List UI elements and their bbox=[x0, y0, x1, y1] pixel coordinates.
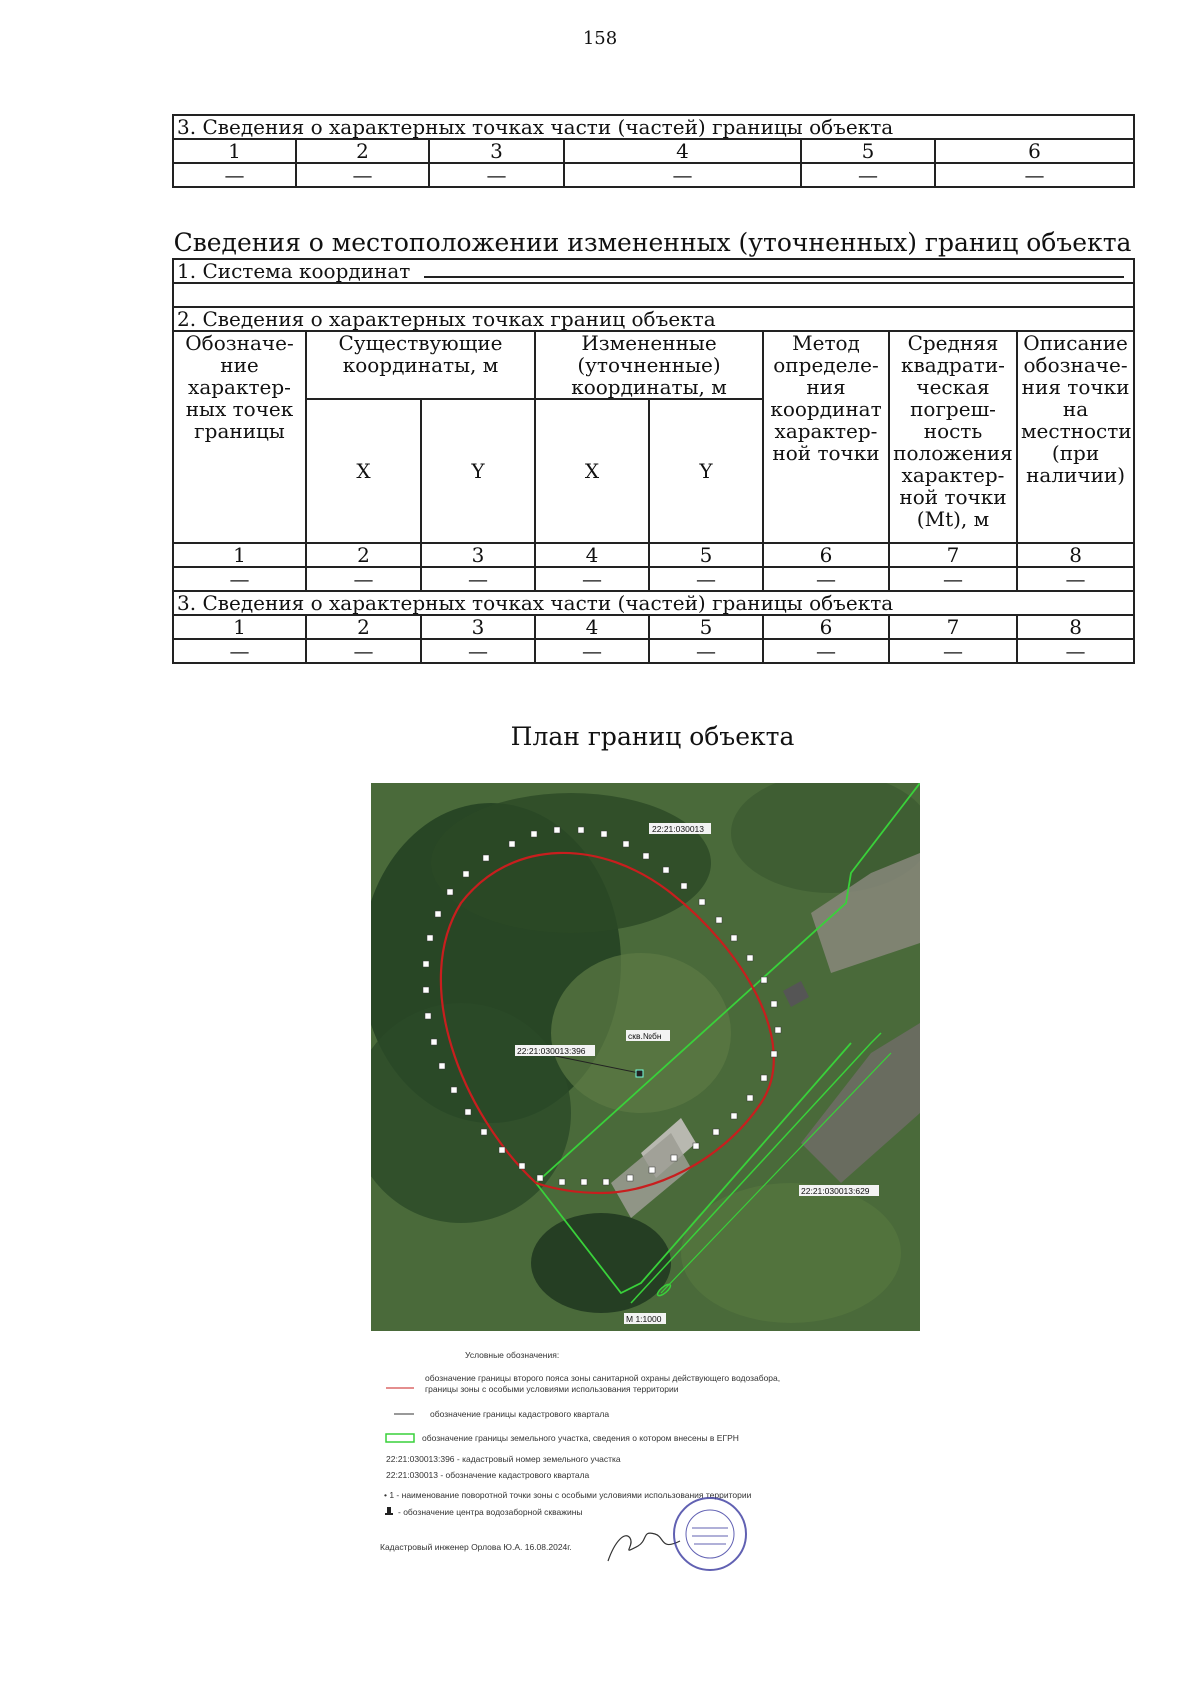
cell-dash: — bbox=[763, 567, 889, 591]
map-label-quarter bbox=[649, 823, 711, 834]
parcel-right-label-text: 22:21:030013:629 bbox=[801, 1186, 870, 1196]
plan-heading: План границ объекта bbox=[510, 722, 795, 751]
coord-system-row bbox=[173, 259, 1134, 283]
cell-dash: — bbox=[889, 567, 1017, 591]
legend-item-4: 22:21:030013:396 - кадастровый номер земельного участка bbox=[386, 1454, 621, 1464]
col-number: 6 bbox=[763, 615, 889, 639]
col-number: 6 bbox=[763, 543, 889, 567]
cell-dash: — bbox=[429, 163, 564, 187]
col-number: 1 bbox=[173, 615, 306, 639]
forest-area bbox=[531, 1213, 671, 1313]
cell-dash: — bbox=[889, 639, 1017, 663]
header-x-existing: X bbox=[306, 399, 421, 543]
coord-system-value bbox=[173, 283, 1134, 307]
legend-item-1-text-cont: границы зоны с особыми условиями использования территории bbox=[425, 1384, 679, 1394]
cell-dash: — bbox=[535, 639, 649, 663]
cell-dash: — bbox=[421, 639, 535, 663]
location-heading: Сведения о местоположении измененных (уточненных) границ объекта bbox=[173, 228, 1132, 257]
cell-dash: — bbox=[173, 567, 306, 591]
section2-title: 2. Сведения о характерных точках границ объекта bbox=[173, 307, 1134, 331]
legend-item-2: обозначение границы кадастрового квартала bbox=[430, 1409, 610, 1419]
col-number: 2 bbox=[296, 139, 429, 163]
quarter-label-text: 22:21:030013 bbox=[652, 824, 704, 834]
cell-dash: — bbox=[935, 163, 1134, 187]
legend-title: Условные обозначения: bbox=[465, 1350, 560, 1360]
legend-item-3: обозначение границы земельного участка, сведения о котором внесены в ЕГРН bbox=[422, 1433, 739, 1443]
cell-dash: — bbox=[306, 639, 421, 663]
legend-green-box-icon bbox=[386, 1434, 414, 1442]
signature-mark bbox=[608, 1533, 680, 1561]
col-number: 2 bbox=[306, 615, 421, 639]
well-label-text: скв.№бн bbox=[628, 1031, 662, 1041]
cell-dash: — bbox=[421, 567, 535, 591]
section3-title: 3. Сведения о характерных точках части (частей) границы объекта bbox=[173, 591, 1134, 615]
header-designation: Обозначе-ние характер-ных точек границы bbox=[173, 331, 306, 543]
col-number: 8 bbox=[1017, 543, 1134, 567]
col-number: 4 bbox=[535, 615, 649, 639]
page-number: 158 bbox=[582, 28, 618, 49]
map-label-well bbox=[626, 1030, 670, 1041]
coord-system-label: 1. Система координат bbox=[177, 259, 411, 283]
map-label-parcel-right bbox=[799, 1185, 879, 1196]
header-existing-coords: Существующие координаты, м bbox=[306, 331, 535, 399]
col-number: 7 bbox=[889, 615, 1017, 639]
cell-dash: — bbox=[296, 163, 429, 187]
cell-dash: — bbox=[763, 639, 889, 663]
section-title: 3. Сведения о характерных точках части (частей) границы объекта bbox=[173, 115, 1134, 139]
cell-dash: — bbox=[1017, 639, 1134, 663]
boundary-plan-map bbox=[371, 783, 920, 1331]
cell-dash: — bbox=[649, 567, 763, 591]
cell-dash: — bbox=[649, 639, 763, 663]
cell-dash: — bbox=[564, 163, 801, 187]
coord-system-line bbox=[424, 266, 1124, 278]
field-area bbox=[681, 1183, 901, 1323]
legend-item-1-text: обозначение границы второго пояса зоны санитарной охраны действующего водозабора, bbox=[425, 1373, 781, 1383]
col-number: 8 bbox=[1017, 615, 1134, 639]
header-mse: Средняя квадрати-ческая погреш-ность положения характер-ной точки (Mt), м bbox=[889, 331, 1017, 543]
col-number: 3 bbox=[421, 615, 535, 639]
cell-dash: — bbox=[801, 163, 935, 187]
table-part-points-top bbox=[172, 114, 1135, 188]
map-legend bbox=[380, 1346, 940, 1576]
col-number: 5 bbox=[801, 139, 935, 163]
well-marker bbox=[636, 1070, 643, 1077]
legend-item-7: - обозначение центра водозаборной скважины bbox=[398, 1507, 583, 1517]
header-changed-coords: Измененные (уточненные) координаты, м bbox=[535, 331, 763, 399]
signature-line: Кадастровый инженер Орлова Ю.А. 16.08.2024г. bbox=[380, 1542, 572, 1552]
header-x-changed: X bbox=[535, 399, 649, 543]
cell-dash: — bbox=[173, 163, 296, 187]
header-description: Описание обозначе-ния точки на местности (при наличии) bbox=[1017, 331, 1134, 543]
col-number: 1 bbox=[173, 543, 306, 567]
col-number: 5 bbox=[649, 615, 763, 639]
col-number: 7 bbox=[889, 543, 1017, 567]
cadastral-stamp bbox=[674, 1498, 746, 1570]
cell-dash: — bbox=[306, 567, 421, 591]
col-number: 3 bbox=[429, 139, 564, 163]
col-number: 4 bbox=[535, 543, 649, 567]
header-method: Метод определе-ния координат характер-ной точки bbox=[763, 331, 889, 543]
header-y-existing: Y bbox=[421, 399, 535, 543]
col-number: 2 bbox=[306, 543, 421, 567]
col-number: 6 bbox=[935, 139, 1134, 163]
scale-label-text: М 1:1000 bbox=[626, 1314, 662, 1324]
col-number: 4 bbox=[564, 139, 801, 163]
table-boundary-points bbox=[172, 258, 1135, 664]
cell-dash: — bbox=[173, 639, 306, 663]
forest-area bbox=[431, 793, 711, 933]
map-scale bbox=[624, 1313, 666, 1324]
legend-item-1 bbox=[425, 1373, 783, 1394]
legend-item-6: • 1 - наименование поворотной точки зоны с особыми условиями использования территории bbox=[384, 1490, 752, 1500]
map-label-parcel bbox=[515, 1045, 595, 1056]
header-y-changed: Y bbox=[649, 399, 763, 543]
col-number: 5 bbox=[649, 543, 763, 567]
cell-dash: — bbox=[535, 567, 649, 591]
cell-dash: — bbox=[1017, 567, 1134, 591]
col-number: 1 bbox=[173, 139, 296, 163]
col-number: 3 bbox=[421, 543, 535, 567]
parcel-label-text: 22:21:030013:396 bbox=[517, 1046, 586, 1056]
legend-item-5: 22:21:030013 - обозначение кадастрового квартала bbox=[386, 1470, 590, 1480]
well-symbol-icon bbox=[385, 1507, 393, 1515]
